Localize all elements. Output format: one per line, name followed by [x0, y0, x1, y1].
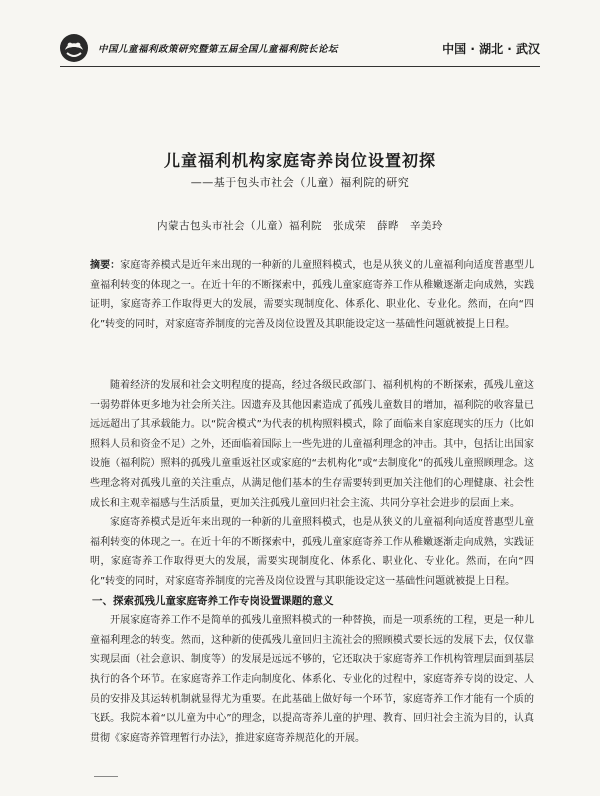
footnote-rule [94, 776, 118, 777]
body-paragraph-1: 随着经济的发展和社会文明程度的提高，经过各级民政部门、福利机构的不断探索，孤残儿童这一弱势群体更多地为社会所关注。因遗弃及其他因素造成了孤残儿童数目的增加，福利院的收容量已远远超出了其承载能力。以“院舍模式”为代表的机构照料模式，除了面临来自家庭现实的压力（比如照料人员和资金不足）之外，还面临着国际上一些先进的儿童福利理念的冲击。其中，包括让出国家设施（福利院）照料的孤残儿童重返社区或家庭的“去机构化”或“去制度化”的孤残儿童照顾理念。这些理念将对孤残儿童的关注重点，从满足他们基本的生存需要转到更加关注他们的心理健康、社会性成长和主观幸福感与生活质量，更加关注孤残儿童回归社会主流、共同分享社会进步的层面上来。 [90, 380, 534, 509]
paper-subtitle: ——基于包头市社会（儿童）福利院的研究 [190, 176, 410, 189]
abstract [90, 256, 534, 334]
section-heading-1: 一、探索孤残儿童家庭寄养工作专岗设置课题的意义 [92, 594, 334, 607]
page-header [60, 30, 540, 67]
abstract-text: 家庭寄养模式是近年来出现的一种新的儿童照料模式，也是从狭义的儿童福利向适度普惠型儿童福利转变的体现之一。在近十年的不断探索中，孤残儿童家庭寄养工作从稚嫩逐渐走向成熟，实践证明，家庭寄养工作取得更大的发展，需要实现制度化、体系化、职业化、专业化。然而，在向“四化”转变的同时，对家庭寄养制度的完善及岗位设置及其职能设定这一基础性问题就被提上日程。 [90, 260, 535, 330]
running-head: 中国儿童福利政策研究暨第五届全国儿童福利院长论坛 [98, 44, 339, 55]
paper-body [90, 376, 534, 748]
conference-logo-icon [58, 32, 90, 64]
body-paragraph-2: 家庭寄养模式是近年来出现的一种新的儿童照料模式，也是从狭义的儿童福利向适度普惠型儿童福利转变的体现之一。在近十年的不断探索中，孤残儿童家庭寄养工作从稚嫩逐渐走向成熟，实践证明，家庭寄养工作取得更大的发展，需要实现制度化、体系化、职业化、专业化。然而，在向“四化”转变的同时，对家庭寄养制度的完善及岗位设置与其职能设定这一基础性问题就被提上日程。 [90, 517, 534, 587]
abstract-label: 摘要： [90, 260, 121, 271]
body-paragraph-3: 开展家庭寄养工作不是简单的孤残儿童照料模式的一种替换，而是一项系统的工程，更是一种儿童福利理念的转变。然而，这种新的使孤残儿童回归主流社会的照顾模式要长远的发展下去，仅仅靠实现层面（社会意识、制度等）的发展是远远不够的，它还取决于家庭寄养工作机构管理层面到基层执行的各个环节。在家庭寄养工作走向制度化、体系化、专业化的过程中，家庭寄养专岗的设定、人员的安排及其运转机制就显得尤为重要。在此基础上做好每一个环节，家庭寄养工作才能有一个质的飞跃。我院本着“以儿童为中心”的理念，以提高寄养儿童的护理、教育、回归社会主流为目的，认真贯彻《家庭寄养管理暂行办法》，推进家庭寄养规范化的开展。 [90, 615, 534, 744]
conference-location: 中国 · 湖北 · 武汉 [442, 41, 540, 56]
paper-title: 儿童福利机构家庭寄养岗位设置初探 [163, 151, 436, 170]
paper-authors: 内蒙古包头市社会（儿童）福利院 张成荣 薛晔 辛美玲 [157, 220, 443, 232]
